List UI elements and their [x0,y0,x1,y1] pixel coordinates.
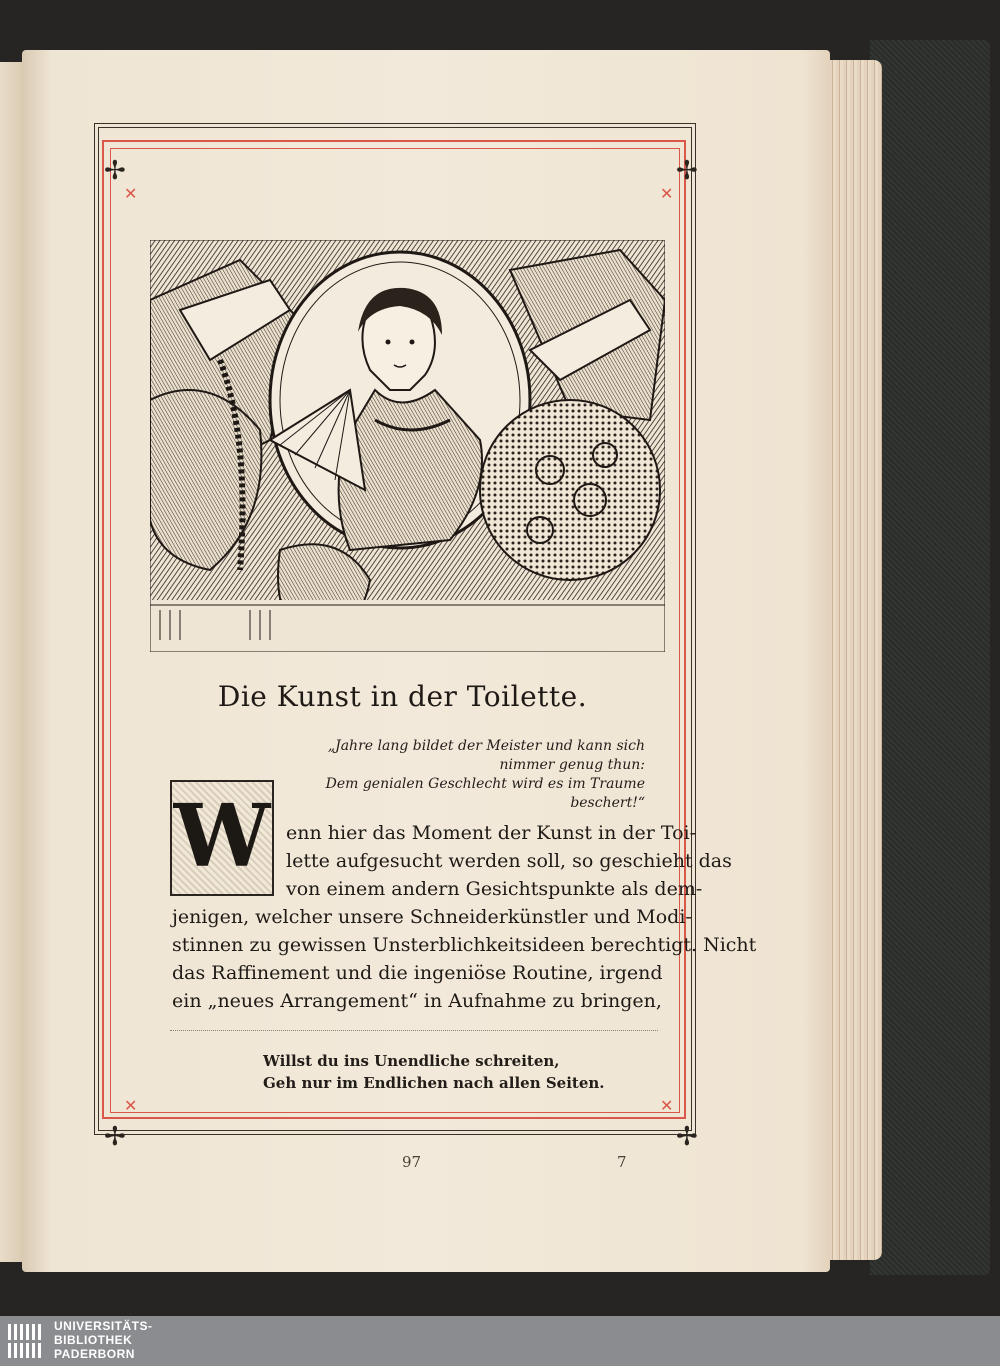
cross-ornament-icon: ✢ [676,156,698,186]
epigraph-line: nimmer genug thun: [499,757,645,773]
page-number: 97 [402,1153,422,1171]
verse-line: Willst du ins Unendliche schreiten, [263,1052,560,1070]
body-text-line: lette aufgesucht werden soll, so geschieht das [286,850,732,872]
book-cover [870,40,990,1275]
library-logo-icon [6,1320,48,1362]
signature-number: 7 [617,1153,627,1171]
x-ornament-icon: ✕ [124,184,138,203]
epigraph [280,737,645,813]
cross-ornament-icon: ✢ [676,1122,698,1152]
body-text-line: jenigen, welcher unsere Schneiderkünstler und Modi- [172,906,692,928]
x-ornament-icon: ✕ [660,184,674,203]
logo-text-line: UNIVERSITÄTS- [54,1319,153,1333]
cross-ornament-icon: ✢ [104,156,126,186]
body-text-line: ein „neues Arrangement“ in Aufnahme zu bringen, [172,990,662,1012]
epigraph-line: beschert!“ [570,795,645,811]
page-edges [822,60,882,1260]
body-text-line: enn hier das Moment der Kunst in der Toi- [286,822,697,844]
dotted-rule [170,1030,658,1031]
x-ornament-icon: ✕ [660,1096,674,1115]
body-text-line: von einem andern Gesichtspunkte als dem- [286,878,703,900]
logo-text-line: BIBLIOTHEK [54,1333,133,1347]
x-ornament-icon: ✕ [124,1096,138,1115]
engraving-illustration [150,240,665,652]
epigraph-line: Dem genialen Geschlecht wird es im Traume [325,776,645,792]
chapter-title: Die Kunst in der Toilette. [217,680,588,713]
body-text-line: stinnen zu gewissen Unsterblichkeitsideen berechtigt. Nicht [172,934,757,956]
cross-ornament-icon: ✢ [104,1122,126,1152]
epigraph-line: „Jahre lang bildet der Meister und kann sich [327,738,645,754]
body-text-line: das Raffinement und die ingeniöse Routine, irgend [172,962,663,984]
drop-cap [170,780,274,896]
verse-line: Geh nur im Endlichen nach allen Seiten. [263,1074,605,1092]
drop-cap-letter: W [173,786,271,887]
logo-text-line: PADERBORN [54,1347,135,1361]
